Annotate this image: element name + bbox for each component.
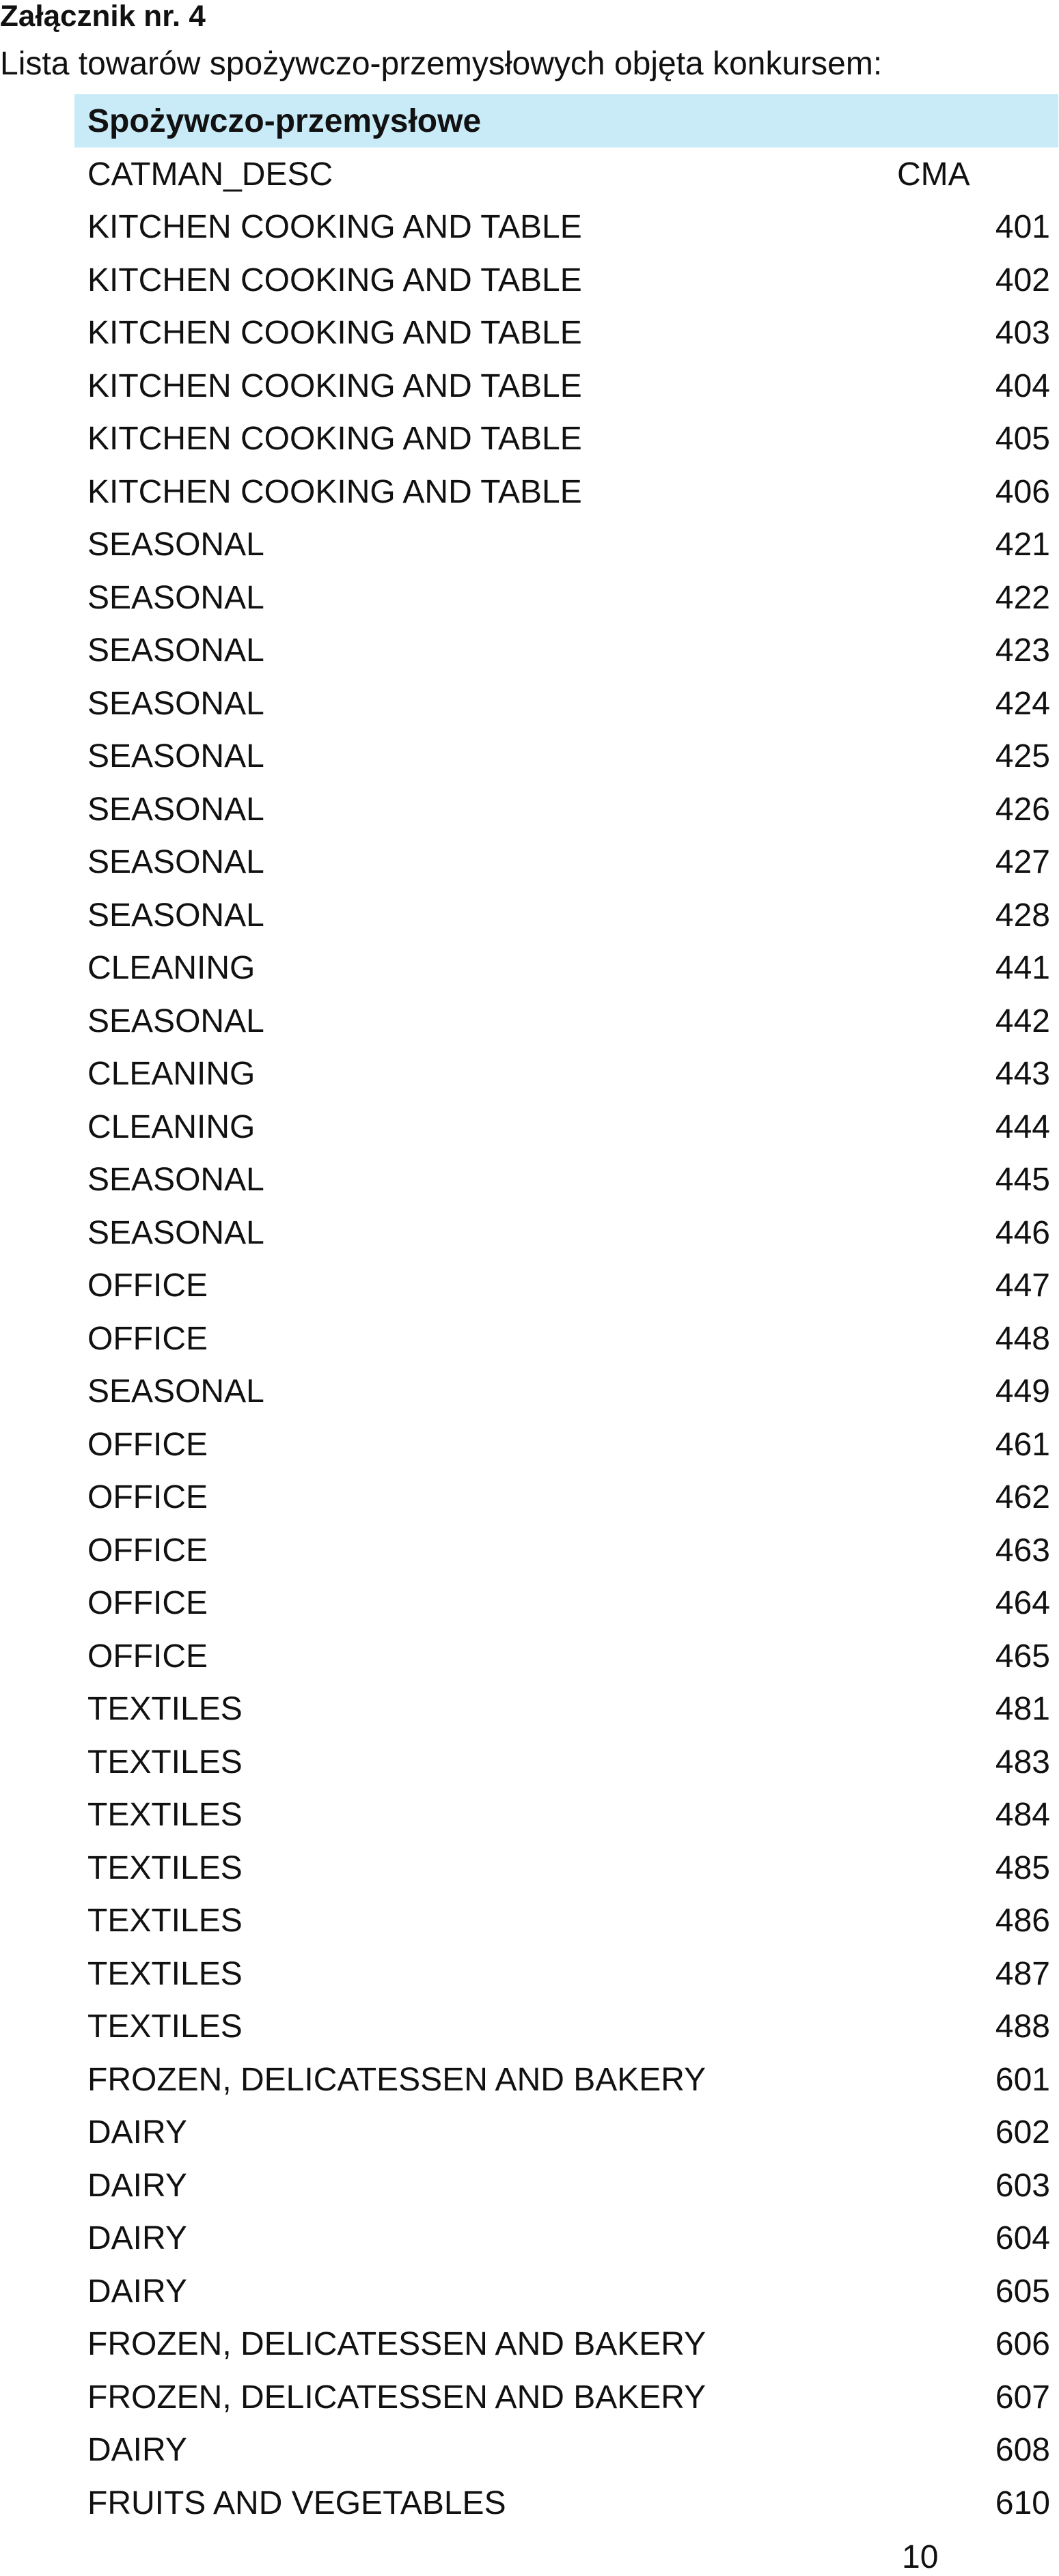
cell-catman-desc: TEXTILES	[87, 1849, 243, 1886]
cell-cma: 401	[995, 209, 1050, 246]
table-row	[74, 1365, 1058, 1418]
table-row	[74, 2318, 1058, 2371]
cell-cma: 488	[995, 2008, 1050, 2045]
cell-cma: 602	[995, 2114, 1050, 2151]
table-row	[74, 518, 1058, 572]
cell-catman-desc: DAIRY	[87, 2273, 187, 2310]
cell-cma: 462	[995, 1479, 1050, 1516]
table-row	[74, 466, 1058, 519]
cell-catman-desc: SEASONAL	[87, 579, 264, 616]
table-row	[74, 730, 1058, 783]
table-row	[74, 2371, 1058, 2424]
cell-catman-desc: OFFICE	[87, 1638, 208, 1675]
cell-catman-desc: SEASONAL	[87, 685, 264, 722]
cell-catman-desc: SEASONAL	[87, 844, 264, 881]
table-row	[74, 201, 1058, 254]
goods-table	[74, 94, 1058, 2530]
cell-cma: 428	[995, 897, 1050, 934]
cell-cma: 461	[995, 1426, 1050, 1463]
cell-cma: 448	[995, 1320, 1050, 1357]
table-row	[74, 1577, 1058, 1630]
table-body	[74, 201, 1058, 2530]
cell-catman-desc: TEXTILES	[87, 1691, 243, 1728]
table-row	[74, 624, 1058, 677]
cell-cma: 484	[995, 1797, 1050, 1834]
table-row	[74, 1418, 1058, 1472]
column-header-desc: CATMAN_DESC	[87, 156, 333, 193]
cell-catman-desc: OFFICE	[87, 1479, 208, 1516]
table-row	[74, 783, 1058, 837]
table-row	[74, 1153, 1058, 1207]
column-header-cma: CMA	[897, 156, 970, 193]
table-row	[74, 836, 1058, 889]
cell-cma: 465	[995, 1638, 1050, 1675]
cell-cma: 605	[995, 2273, 1050, 2310]
table-row	[74, 1524, 1058, 1578]
cell-catman-desc: CLEANING	[87, 1056, 256, 1093]
table-row	[74, 1259, 1058, 1313]
cell-catman-desc: OFFICE	[87, 1268, 208, 1304]
cell-cma: 426	[995, 791, 1050, 828]
cell-catman-desc: SEASONAL	[87, 738, 264, 775]
column-header-row	[74, 148, 1058, 201]
cell-catman-desc: TEXTILES	[87, 1955, 243, 1992]
cell-catman-desc: FROZEN, DELICATESSEN AND BAKERY	[87, 2326, 706, 2363]
cell-cma: 603	[995, 2167, 1050, 2204]
table-row	[74, 1683, 1058, 1736]
table-row	[74, 254, 1058, 307]
cell-catman-desc: FRUITS AND VEGETABLES	[87, 2484, 506, 2521]
table-row	[74, 307, 1058, 360]
section-header	[74, 94, 1058, 148]
cell-cma: 608	[995, 2432, 1050, 2469]
table-row	[74, 1894, 1058, 1948]
table-row	[74, 1313, 1058, 1366]
cell-catman-desc: DAIRY	[87, 2220, 187, 2257]
cell-catman-desc: TEXTILES	[87, 1744, 243, 1780]
cell-cma: 442	[995, 1003, 1050, 1039]
cell-catman-desc: SEASONAL	[87, 791, 264, 828]
cell-cma: 406	[995, 473, 1050, 510]
table-row	[74, 1948, 1058, 2001]
table-row	[74, 1048, 1058, 1101]
table-row	[74, 360, 1058, 413]
table-row	[74, 1736, 1058, 1789]
cell-cma: 445	[995, 1162, 1050, 1199]
cell-catman-desc: OFFICE	[87, 1532, 208, 1569]
cell-cma: 607	[995, 2379, 1050, 2416]
cell-cma: 601	[995, 2061, 1050, 2098]
cell-catman-desc: KITCHEN COOKING AND TABLE	[87, 209, 582, 246]
table-row	[74, 1630, 1058, 1683]
cell-catman-desc: KITCHEN COOKING AND TABLE	[87, 473, 582, 510]
table-row	[74, 942, 1058, 995]
cell-cma: 402	[995, 262, 1050, 298]
cell-cma: 421	[995, 527, 1050, 563]
cell-cma: 443	[995, 1056, 1050, 1093]
cell-cma: 485	[995, 1849, 1050, 1886]
table-row	[74, 572, 1058, 625]
table-row	[74, 1471, 1058, 1524]
section-header-label: Spożywczo-przemysłowe	[87, 102, 482, 139]
cell-cma: 444	[995, 1108, 1050, 1145]
cell-catman-desc: SEASONAL	[87, 897, 264, 934]
cell-cma: 610	[995, 2484, 1050, 2521]
cell-cma: 481	[995, 1691, 1050, 1728]
cell-cma: 422	[995, 579, 1050, 616]
cell-cma: 404	[995, 367, 1050, 404]
cell-cma: 486	[995, 1903, 1050, 1940]
cell-catman-desc: CLEANING	[87, 1108, 256, 1145]
table-row	[74, 2477, 1058, 2530]
cell-cma: 604	[995, 2220, 1050, 2257]
cell-cma: 405	[995, 421, 1050, 458]
cell-catman-desc: OFFICE	[87, 1320, 208, 1357]
cell-cma: 487	[995, 1955, 1050, 1992]
table-row	[74, 2424, 1058, 2477]
cell-cma: 606	[995, 2326, 1050, 2363]
cell-catman-desc: OFFICE	[87, 1585, 208, 1622]
cell-catman-desc: KITCHEN COOKING AND TABLE	[87, 262, 582, 298]
cell-cma: 441	[995, 950, 1050, 987]
cell-catman-desc: TEXTILES	[87, 2008, 243, 2045]
cell-cma: 464	[995, 1585, 1050, 1622]
table-row	[74, 2106, 1058, 2159]
cell-catman-desc: TEXTILES	[87, 1903, 243, 1940]
cell-catman-desc: FROZEN, DELICATESSEN AND BAKERY	[87, 2379, 706, 2416]
table-row	[74, 2054, 1058, 2107]
table-row	[74, 1842, 1058, 1895]
cell-cma: 423	[995, 632, 1050, 669]
cell-catman-desc: CLEANING	[87, 950, 256, 987]
cell-catman-desc: SEASONAL	[87, 1214, 264, 1251]
cell-catman-desc: TEXTILES	[87, 1797, 243, 1834]
cell-catman-desc: KITCHEN COOKING AND TABLE	[87, 367, 582, 404]
table-row	[74, 2000, 1058, 2054]
cell-catman-desc: KITCHEN COOKING AND TABLE	[87, 421, 582, 458]
table-row	[74, 995, 1058, 1048]
cell-catman-desc: DAIRY	[87, 2432, 187, 2469]
document-title: Załącznik nr. 4	[0, 0, 206, 33]
cell-catman-desc: SEASONAL	[87, 1373, 264, 1410]
table-row	[74, 889, 1058, 942]
cell-catman-desc: FROZEN, DELICATESSEN AND BAKERY	[87, 2061, 706, 2098]
table-row	[74, 677, 1058, 731]
cell-cma: 449	[995, 1373, 1050, 1410]
table-row	[74, 1207, 1058, 1260]
cell-cma: 425	[995, 738, 1050, 775]
table-row	[74, 2212, 1058, 2265]
cell-catman-desc: SEASONAL	[87, 527, 264, 563]
cell-catman-desc: SEASONAL	[87, 632, 264, 669]
table-row	[74, 2159, 1058, 2213]
cell-catman-desc: KITCHEN COOKING AND TABLE	[87, 315, 582, 352]
document-subtitle: Lista towarów spożywczo-przemysłowych objęta konkursem:	[0, 46, 883, 82]
table-row	[74, 2265, 1058, 2319]
cell-cma: 403	[995, 315, 1050, 352]
page-number: 10	[902, 2539, 939, 2575]
cell-cma: 446	[995, 1214, 1050, 1251]
cell-cma: 447	[995, 1268, 1050, 1304]
table-row	[74, 1789, 1058, 1842]
cell-catman-desc: SEASONAL	[87, 1162, 264, 1199]
cell-cma: 427	[995, 844, 1050, 881]
cell-catman-desc: SEASONAL	[87, 1003, 264, 1039]
cell-cma: 483	[995, 1744, 1050, 1780]
table-row	[74, 1101, 1058, 1154]
cell-catman-desc: DAIRY	[87, 2167, 187, 2204]
table-row	[74, 412, 1058, 466]
cell-cma: 463	[995, 1532, 1050, 1569]
cell-cma: 424	[995, 685, 1050, 722]
cell-catman-desc: DAIRY	[87, 2114, 187, 2151]
cell-catman-desc: OFFICE	[87, 1426, 208, 1463]
